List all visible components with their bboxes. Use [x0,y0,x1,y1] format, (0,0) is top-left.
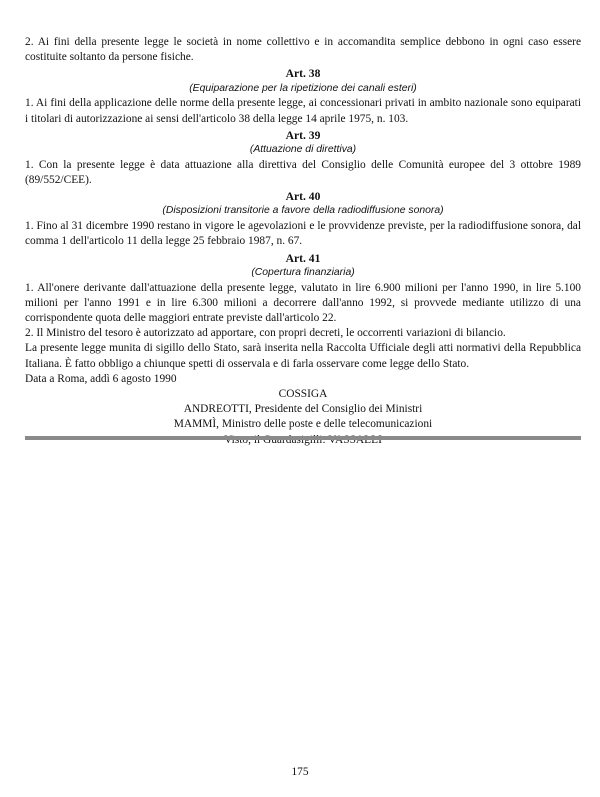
article-paragraph: 2. Il Ministro del tesoro è autorizzato ad apportare, con propri decreti, le occorrenti variazioni di bilancio. [25,327,506,340]
article-subtitle: (Disposizioni transitorie a favore della radiodiffusione sonora) [162,205,444,217]
article-subtitle: (Copertura finanziaria) [251,266,355,278]
signature-minister-post: MAMMÌ, Ministro delle poste e delle telecomunicazioni [173,418,433,431]
article-title: Art. 39 [285,128,321,142]
article-paragraph: 1. Fino al 31 dicembre 1990 restano in vigore le agevolazioni e le provvidenze previste, per la radiodiffusione sonora, dal comma 1 dell'articolo 11 della legge 25 febbraio 1987, n. 67. [25,220,581,248]
article-paragraph: 1. Ai fini della applicazione delle norme della presente legge, ai concessionari privati in ambito nazionale sono equiparati i titolari di autorizzazione ai sensi dell'articolo 38 della legge 14 aprile 1975, n. 103. [25,97,581,125]
article-38 [25,66,581,126]
article-paragraph: 1. Con la presente legge è data attuazione alla direttiva del Consiglio delle Comunità europee del 3 ottobre 1989 (89/552/CEE). [25,158,581,187]
closing-paragraph: La presente legge munita di sigillo dello Stato, sarà inserita nella Raccolta Ufficiale degli atti normativi della Repubblica Italiana. È fatto obbligo a chiunque spetti di osservala e di farla osservare come legge dello Stato. [25,342,581,370]
article-41 [25,251,581,342]
article-subtitle: (Equiparazione per la ripetizione dei canali esteri) [189,82,417,94]
article-title: Art. 41 [285,251,321,265]
date-line: Data a Roma, addì 6 agosto 1990 [25,372,177,385]
article-title: Art. 40 [285,190,321,204]
page-number: 175 [291,766,309,778]
article-title: Art. 38 [285,67,321,81]
article-39 [25,128,581,188]
article-paragraph: 1. All'onere derivante dall'attuazione della presente legge, valutato in lire 6.900 milioni per l'anno 1990, in lire 5.100 milioni per l'anno 1991 e in lire 6.300 milioni a decorrere dall'anno 1992, si provvede mediante utilizzo di una corrispondente quota delle maggiori entrate previste dall'articolo 22. [25,281,581,325]
signature-prime-minister: ANDREOTTI, Presidente del Consiglio dei Ministri [183,403,423,416]
intro-paragraph: 2. Ai fini della presente legge le società in nome collettivo e in accomandita semplice debbono in ogni caso essere costituite soltanto da persone fisiche. [25,36,581,64]
signature-president: COSSIGA [278,388,328,401]
document-body [25,35,581,448]
section-divider [25,436,581,440]
article-40 [25,189,581,249]
article-subtitle: (Attuazione di direttiva) [249,144,357,156]
signature-guardasigilli [25,433,581,448]
